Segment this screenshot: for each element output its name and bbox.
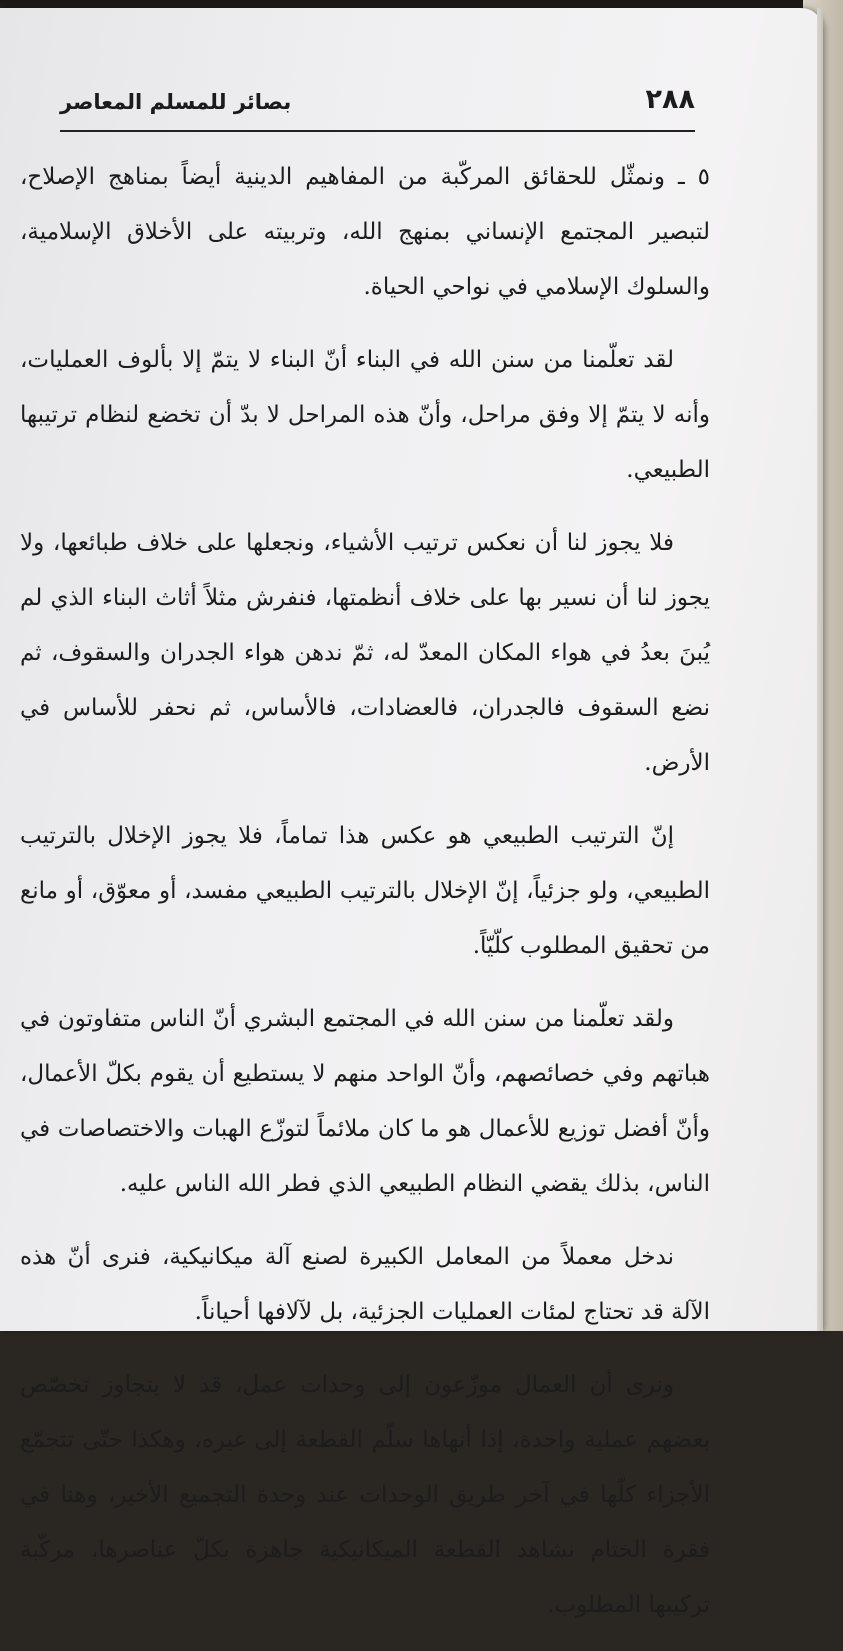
page-edge (817, 8, 823, 1331)
body-text (20, 150, 710, 1651)
header-divider (60, 130, 695, 132)
paragraph-1: ٥ ـ ونمثّل للحقائق المركّبة من المفاهيم الدينية أيضاً بمناهج الإصلاح، لتبصير المجتمع الإنساني بمنهج الله، وتربيته على الأخلاق الإسلامية، والسلوك الإسلامي في نواحي الحياة. (20, 164, 710, 300)
paragraph-6: ندخل معملاً من المعامل الكبيرة لصنع آلة ميكانيكية، فنرى أنّ هذه الآلة قد تحتاج لمئات العمليات الجزئية، بل لآلافها أحياناً. (20, 1244, 710, 1325)
paragraph-2: لقد تعلّمنا من سنن الله في البناء أنّ البناء لا يتمّ إلا بألوف العمليات، وأنه لا يتمّ إلا وفق مراحل، وأنّ هذه المراحل لا بدّ أن تخضع لنظام ترتيبها الطبيعي. (20, 347, 710, 483)
paragraph-7: ونرى أن العمال موزّعون إلى وحدات عمل، قد لا يتجاوز تخصّص بعضهم عملية واحدة، إذا أنهاها سلّم القطعة إلى غيره، وهكذا حتّى تتجمّع الأجزاء كلّها في آخر طريق الوحدات عند وحدة التجميع الأخير، وهنا في فقرة الختام نشاهد القطعة الميكانيكية جاهزة بكلّ عناصرها، مركّبة تركيبها المطلوب. (20, 1372, 710, 1618)
running-title: بصائر للمسلم المعاصر (60, 90, 292, 114)
page-number: ٢٨٨ (645, 84, 695, 115)
paragraph-5: ولقد تعلّمنا من سنن الله في المجتمع البشري أنّ الناس متفاوتون في هباتهم وفي خصائصهم، وأنّ الواحد منهم لا يستطيع أن يقوم بكلّ الأعمال، وأنّ أفضل توزيع للأعمال هو ما كان ملائماً لتوزّع الهبات والاختصاصات في الناس، بذلك يقضي النظام الطبيعي الذي فطر الله الناس عليه. (20, 1006, 710, 1197)
book-page (0, 8, 823, 1618)
paragraph-4: إنّ الترتيب الطبيعي هو عكس هذا تماماً، فلا يجوز الإخلال بالترتيب الطبيعي، ولو جزئياً، إنّ الإخلال بالترتيب الطبيعي مفسد، أو معوّق، أو مانع من تحقيق المطلوب كلّيّاً. (20, 823, 710, 959)
paragraph-3: فلا يجوز لنا أن نعكس ترتيب الأشياء، ونجعلها على خلاف طبائعها، ولا يجوز لنا أن نسير بها على خلاف أنظمتها، فنفرش مثلاً أثاث البناء الذي لم يُبنَ بعدُ في هواء المكان المعدّ له، ثمّ ندهن هواء الجدران والسقوف، ثم نضع السقوف فالجدران، فالعضادات، فالأساس، ثم نحفر للأساس في الأرض. (20, 530, 710, 776)
running-header (60, 84, 695, 124)
